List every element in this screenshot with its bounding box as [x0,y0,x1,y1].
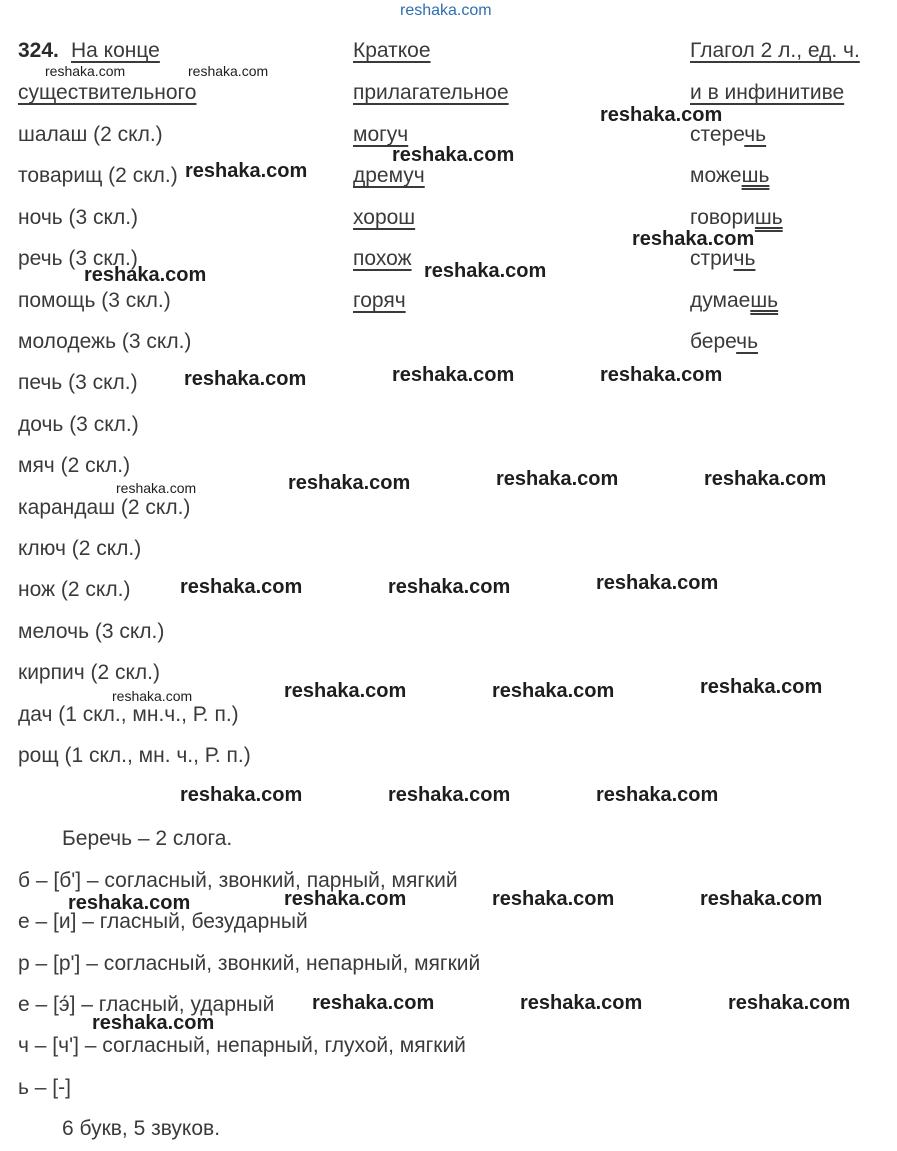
watermark: reshaka.com [600,104,723,126]
watermark: reshaka.com [632,228,755,250]
col2-header-line2: прилагательное [353,81,509,104]
verb-ending: шь [741,164,770,187]
noun-item: кирпич (2 скл.) [18,661,160,684]
watermark: reshaka.com [112,688,193,704]
watermark: reshaka.com [388,784,511,806]
watermark: reshaka.com [424,260,547,282]
verb-stem: бере [690,330,737,353]
watermark: reshaka.com [392,364,515,386]
verb-item [690,124,766,145]
watermark: reshaka.com [284,680,407,702]
noun-item: помощь (3 скл.) [18,289,171,312]
watermark: reshaka.com [180,576,303,598]
col3-header-line1: Глагол 2 л., ед. ч. [690,39,860,62]
verb-item [690,331,758,352]
adjective-item: похож [353,247,412,270]
watermark: reshaka.com [180,784,303,806]
verb-ending: шь [754,206,783,229]
adjective-item: дремуч [353,164,425,187]
noun-item: молодежь (3 скл.) [18,330,192,353]
watermark: reshaka.com [596,572,719,594]
col2-header-line1: Краткое [353,39,431,62]
watermark: reshaka.com [520,992,643,1014]
noun-item: мелочь (3 скл.) [18,620,165,643]
noun-item: карандаш (2 скл.) [18,496,191,519]
noun-item: товарищ (2 скл.) [18,164,178,187]
watermark: reshaka.com [284,888,407,910]
col1-header-line1: На конце [71,39,160,62]
noun-item: нож (2 скл.) [18,578,131,601]
verb-item [690,290,778,311]
verb-item [690,207,783,228]
watermark: reshaka.com [388,576,511,598]
col1-header-line2: существительного [18,81,197,104]
watermark: reshaka.com [92,1012,215,1034]
noun-item: мяч (2 скл.) [18,454,131,477]
watermark: reshaka.com [492,888,615,910]
analysis-intro: Беречь – 2 слога. [62,827,233,850]
watermark: reshaka.com [700,676,823,698]
verb-stem: стри [690,247,734,270]
analysis-line: е – [и] – гласный, безударный [18,910,308,933]
analysis-line: р – [р'] – согласный, звонкий, непарный, мягкий [18,952,481,975]
watermark: reshaka.com [84,264,207,286]
watermark: reshaka.com [312,992,435,1014]
noun-item: речь (3 скл.) [18,247,138,270]
watermark: reshaka.com [600,364,723,386]
analysis-line: б – [б'] – согласный, звонкий, парный, мягкий [18,869,458,892]
watermark: reshaka.com [700,888,823,910]
noun-item: шалаш (2 скл.) [18,123,163,146]
watermark: reshaka.com [116,480,197,496]
verb-stem: говори [690,206,755,229]
site-header-link[interactable]: reshaka.com [400,2,492,19]
analysis-line: ч – [ч'] – согласный, непарный, глухой, мягкий [18,1034,466,1057]
watermark: reshaka.com [704,468,827,490]
watermark: reshaka.com [596,784,719,806]
watermark: reshaka.com [492,680,615,702]
watermark: reshaka.com [392,144,515,166]
adjective-item: могуч [353,123,409,146]
adjective-item: горяч [353,289,406,312]
verb-item [690,165,769,186]
noun-item: ключ (2 скл.) [18,537,142,560]
verb-stem: стере [690,123,745,146]
verb-ending: шь [750,289,779,312]
watermark: reshaka.com [45,63,126,79]
noun-item: дочь (3 скл.) [18,413,139,436]
verb-item [690,248,755,269]
watermark: reshaka.com [728,992,851,1014]
watermark: reshaka.com [496,468,619,490]
noun-item: дач (1 скл., мн.ч., Р. п.) [18,703,239,726]
watermark: reshaka.com [188,63,269,79]
col3-header-line2: и в инфинитиве [690,81,845,104]
noun-item: печь (3 скл.) [18,371,138,394]
watermark: reshaka.com [184,368,307,390]
exercise-number: 324. [18,39,59,62]
adjective-item: хорош [353,206,416,229]
verb-stem: може [690,164,742,187]
analysis-line: ь – [-] [18,1076,71,1099]
verb-ending: чь [744,123,767,146]
noun-item: ночь (3 скл.) [18,206,139,229]
verb-stem: думае [690,289,751,312]
watermark: reshaka.com [68,892,191,914]
analysis-summary: 6 букв, 5 звуков. [62,1117,221,1140]
watermark: reshaka.com [288,472,411,494]
watermark: reshaka.com [185,160,308,182]
noun-item: рощ (1 скл., мн. ч., Р. п.) [18,744,251,767]
verb-ending: чь [736,330,759,353]
verb-ending: чь [733,247,756,270]
analysis-line: е – [э́] – гласный, ударный [18,993,275,1016]
